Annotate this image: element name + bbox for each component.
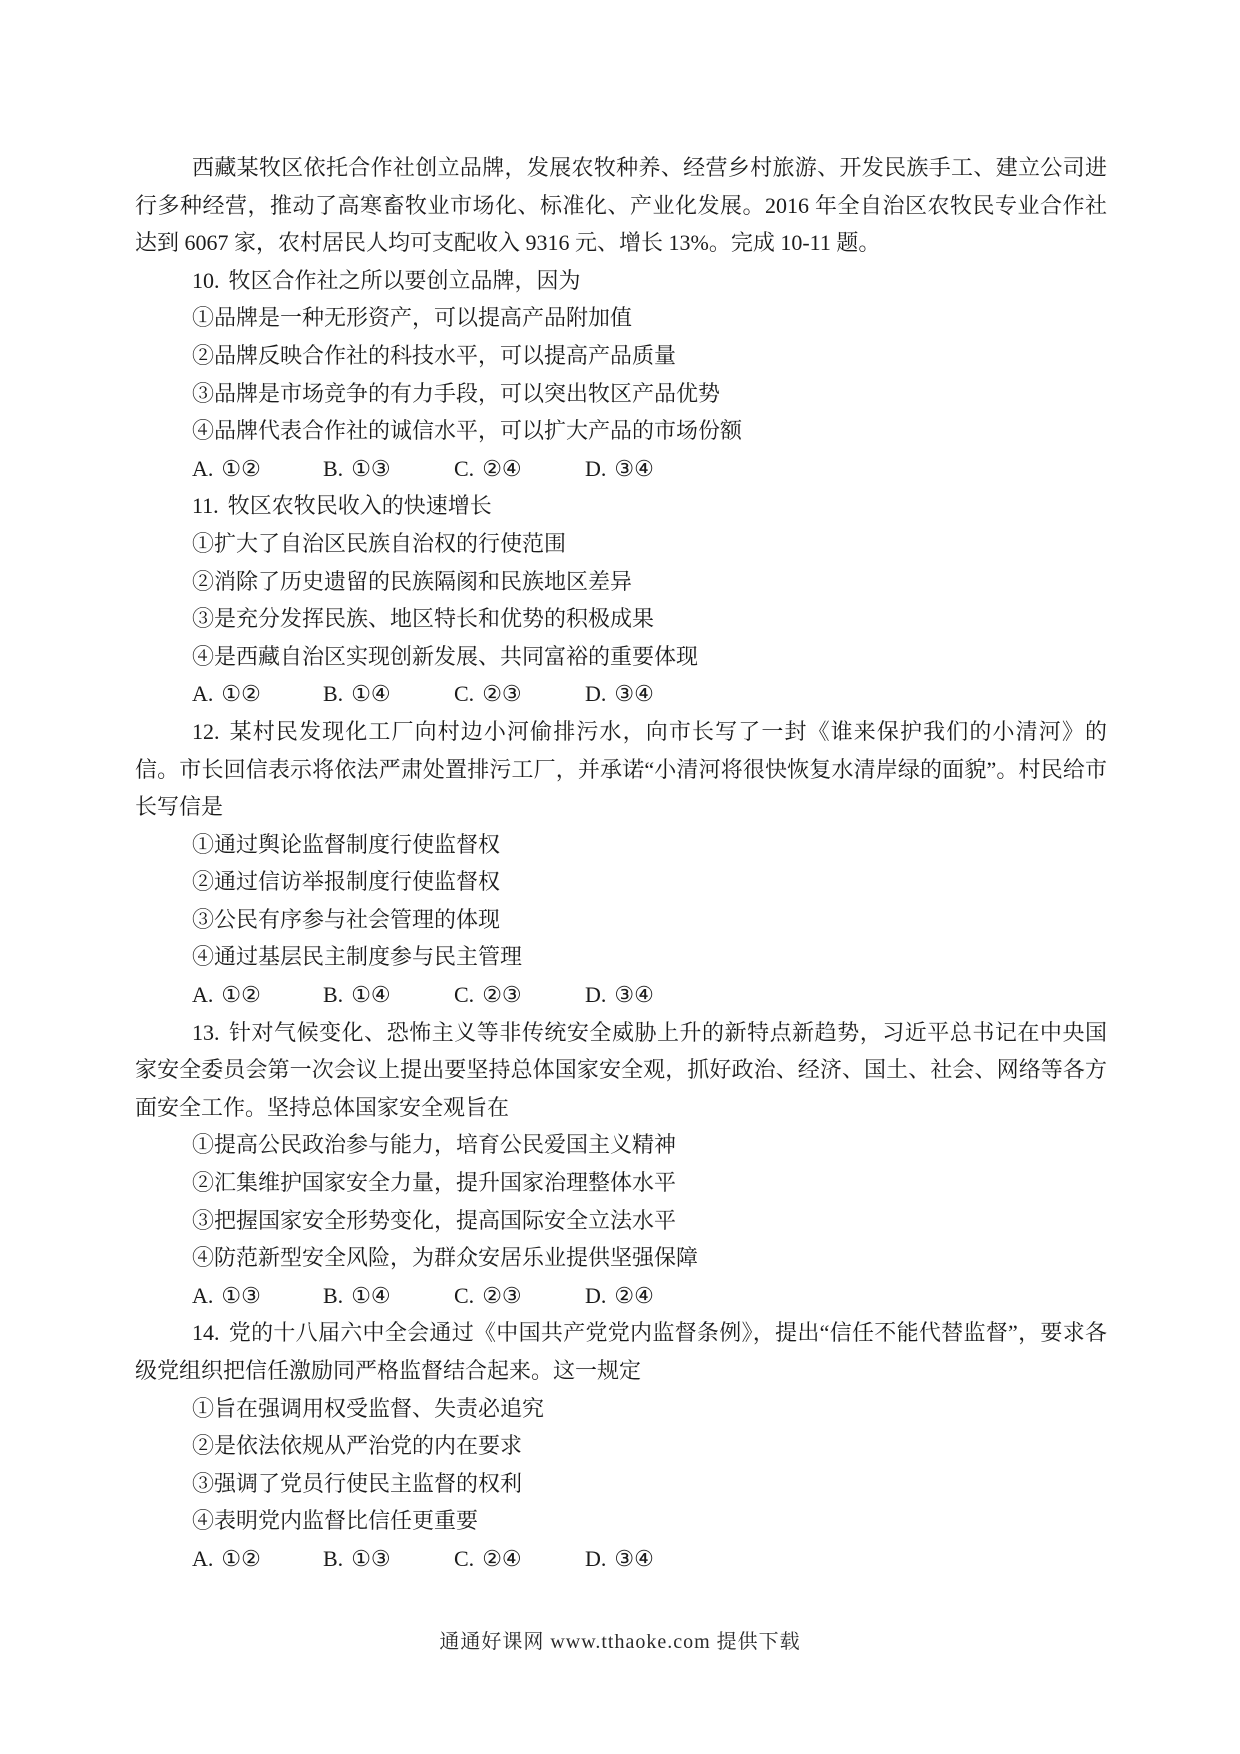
choice-item: ②汇集维护国家安全力量，提升国家治理整体水平 bbox=[192, 1170, 677, 1196]
option-label: D. bbox=[585, 681, 607, 707]
option-value: ①② bbox=[221, 681, 261, 707]
question-stem-text: 牧区合作社之所以要创立品牌，因为 bbox=[228, 267, 581, 293]
question-block-13 bbox=[135, 1014, 1107, 1315]
option-label: C. bbox=[454, 455, 475, 481]
choice-item: ②消除了历史遗留的民族隔阂和民族地区差异 bbox=[192, 568, 633, 594]
footer-watermark-text: 通通好课网 www.tthaoke.com 提供下载 bbox=[439, 1631, 801, 1653]
exam-content bbox=[135, 149, 1107, 1578]
option-value: ①③ bbox=[351, 1545, 391, 1571]
option-label: A. bbox=[192, 982, 214, 1008]
question-number: 13. bbox=[192, 1019, 220, 1045]
option-value: ①④ bbox=[351, 681, 391, 707]
question-number: 11. bbox=[192, 493, 219, 519]
option-a bbox=[192, 976, 323, 1014]
option-label: B. bbox=[323, 1282, 344, 1308]
option-label: D. bbox=[585, 982, 607, 1008]
option-b bbox=[323, 1540, 454, 1578]
option-value: ①② bbox=[221, 982, 261, 1008]
option-value: ②④ bbox=[482, 455, 522, 481]
options-row bbox=[135, 1540, 1107, 1578]
option-value: ①③ bbox=[221, 1282, 261, 1308]
choice-item: ③是充分发挥民族、地区特长和优势的积极成果 bbox=[192, 606, 655, 632]
choice-item: ①旨在强调用权受监督、失责必追究 bbox=[192, 1395, 545, 1421]
choice-item: ②品牌反映合作社的科技水平，可以提高产品质量 bbox=[192, 342, 677, 368]
question-number: 14. bbox=[192, 1320, 220, 1346]
question-block-11 bbox=[135, 487, 1107, 713]
option-label: B. bbox=[323, 681, 344, 707]
option-value: ②④ bbox=[482, 1545, 522, 1571]
option-d bbox=[585, 450, 654, 488]
option-label: D. bbox=[585, 1545, 607, 1571]
question-stem bbox=[135, 487, 1107, 525]
choice-item: ①扩大了自治区民族自治权的行使范围 bbox=[192, 530, 567, 556]
choice-item: ②是依法依规从严治党的内在要求 bbox=[192, 1433, 523, 1459]
option-label: B. bbox=[323, 1545, 344, 1571]
option-label: D. bbox=[585, 1282, 607, 1308]
choice-item: ①品牌是一种无形资产，可以提高产品附加值 bbox=[192, 305, 633, 331]
question-stem-text: 某村民发现化工厂向村边小河偷排污水，向市长写了一封《谁来保护我们的小清河》的信。市长回信表示将依法严肃处置排污工厂，并承诺“小清河将很快恢复水清岸绿的面貌”。村民给市长写信是 bbox=[135, 718, 1107, 820]
option-d bbox=[585, 976, 654, 1014]
options-row bbox=[135, 976, 1107, 1014]
option-value: ①② bbox=[221, 455, 261, 481]
option-a bbox=[192, 450, 323, 488]
choice-item: ②通过信访举报制度行使监督权 bbox=[192, 869, 501, 895]
option-b bbox=[323, 1277, 454, 1315]
option-label: C. bbox=[454, 982, 475, 1008]
question-stem bbox=[135, 262, 1107, 300]
option-c bbox=[454, 1277, 585, 1315]
option-value: ③④ bbox=[614, 1545, 654, 1571]
choice-item: ④通过基层民主制度参与民主管理 bbox=[192, 944, 523, 970]
question-block-12 bbox=[135, 713, 1107, 1014]
option-value: ②③ bbox=[482, 681, 522, 707]
option-d bbox=[585, 1540, 654, 1578]
question-block-14 bbox=[135, 1314, 1107, 1577]
choice-item: ④品牌代表合作社的诚信水平，可以扩大产品的市场份额 bbox=[192, 418, 743, 444]
option-d bbox=[585, 1277, 654, 1315]
option-label: A. bbox=[192, 1545, 214, 1571]
option-b bbox=[323, 976, 454, 1014]
option-value: ②③ bbox=[482, 1282, 522, 1308]
choice-item: ③品牌是市场竞争的有力手段，可以突出牧区产品优势 bbox=[192, 380, 721, 406]
option-b bbox=[323, 675, 454, 713]
options-row bbox=[135, 675, 1107, 713]
question-stem bbox=[135, 1314, 1107, 1389]
option-value: ②④ bbox=[614, 1282, 654, 1308]
option-c bbox=[454, 450, 585, 488]
question-number: 12. bbox=[192, 718, 220, 744]
choice-item: ①通过舆论监督制度行使监督权 bbox=[192, 831, 501, 857]
option-label: A. bbox=[192, 1282, 214, 1308]
question-stem bbox=[135, 1014, 1107, 1127]
option-c bbox=[454, 1540, 585, 1578]
option-d bbox=[585, 675, 654, 713]
choice-item: ③强调了党员行使民主监督的权利 bbox=[192, 1470, 523, 1496]
option-label: C. bbox=[454, 1282, 475, 1308]
option-value: ①③ bbox=[351, 455, 391, 481]
choice-item: ④防范新型安全风险，为群众安居乐业提供坚强保障 bbox=[192, 1245, 699, 1271]
question-number: 10. bbox=[192, 267, 220, 293]
option-label: B. bbox=[323, 455, 344, 481]
question-stem-text: 针对气候变化、恐怖主义等非传统安全威胁上升的新特点新趋势，习近平总书记在中央国家安全委员会第一次会议上提出要坚持总体国家安全观，抓好政治、经济、国土、社会、网络等各方面安全工作。坚持总体国家安全观旨在 bbox=[135, 1019, 1107, 1120]
option-label: C. bbox=[454, 681, 475, 707]
option-value: ③④ bbox=[614, 455, 654, 481]
option-c bbox=[454, 976, 585, 1014]
intro-paragraph: 西藏某牧区依托合作社创立品牌，发展农牧种养、经营乡村旅游、开发民族手工、建立公司进行多种经营，推动了高寒畜牧业市场化、标准化、产业化发展。2016 年全自治区农牧民专业合作社达到 6067 家，农村居民人均可支配收入 9316 元、增长 13%。完成 10-11 题。 bbox=[135, 155, 1107, 256]
choice-item: ③把握国家安全形势变化，提高国际安全立法水平 bbox=[192, 1207, 677, 1233]
option-value: ②③ bbox=[482, 982, 522, 1008]
options-row bbox=[135, 450, 1107, 488]
choice-item: ④是西藏自治区实现创新发展、共同富裕的重要体现 bbox=[192, 643, 699, 669]
options-row bbox=[135, 1277, 1107, 1315]
option-a bbox=[192, 675, 323, 713]
option-value: ③④ bbox=[614, 681, 654, 707]
option-label: D. bbox=[585, 455, 607, 481]
option-c bbox=[454, 675, 585, 713]
choice-item: ③公民有序参与社会管理的体现 bbox=[192, 906, 501, 932]
option-a bbox=[192, 1540, 323, 1578]
option-value: ①② bbox=[221, 1545, 261, 1571]
option-label: A. bbox=[192, 681, 214, 707]
option-value: ③④ bbox=[614, 982, 654, 1008]
choice-item: ①提高公民政治参与能力，培育公民爱国主义精神 bbox=[192, 1132, 677, 1158]
question-block-10 bbox=[135, 262, 1107, 488]
option-label: B. bbox=[323, 982, 344, 1008]
option-a bbox=[192, 1277, 323, 1315]
option-b bbox=[323, 450, 454, 488]
option-label: C. bbox=[454, 1545, 475, 1571]
question-stem-text: 党的十八届六中全会通过《中国共产党党内监督条例》，提出“信任不能代替监督”，要求各级党组织把信任激励同严格监督结合起来。这一规定 bbox=[135, 1320, 1107, 1383]
question-stem bbox=[135, 713, 1107, 826]
option-value: ①④ bbox=[351, 1282, 391, 1308]
question-stem-text: 牧区农牧民收入的快速增长 bbox=[227, 493, 492, 519]
option-value: ①④ bbox=[351, 982, 391, 1008]
option-label: A. bbox=[192, 455, 214, 481]
choice-item: ④表明党内监督比信任更重要 bbox=[192, 1508, 479, 1534]
